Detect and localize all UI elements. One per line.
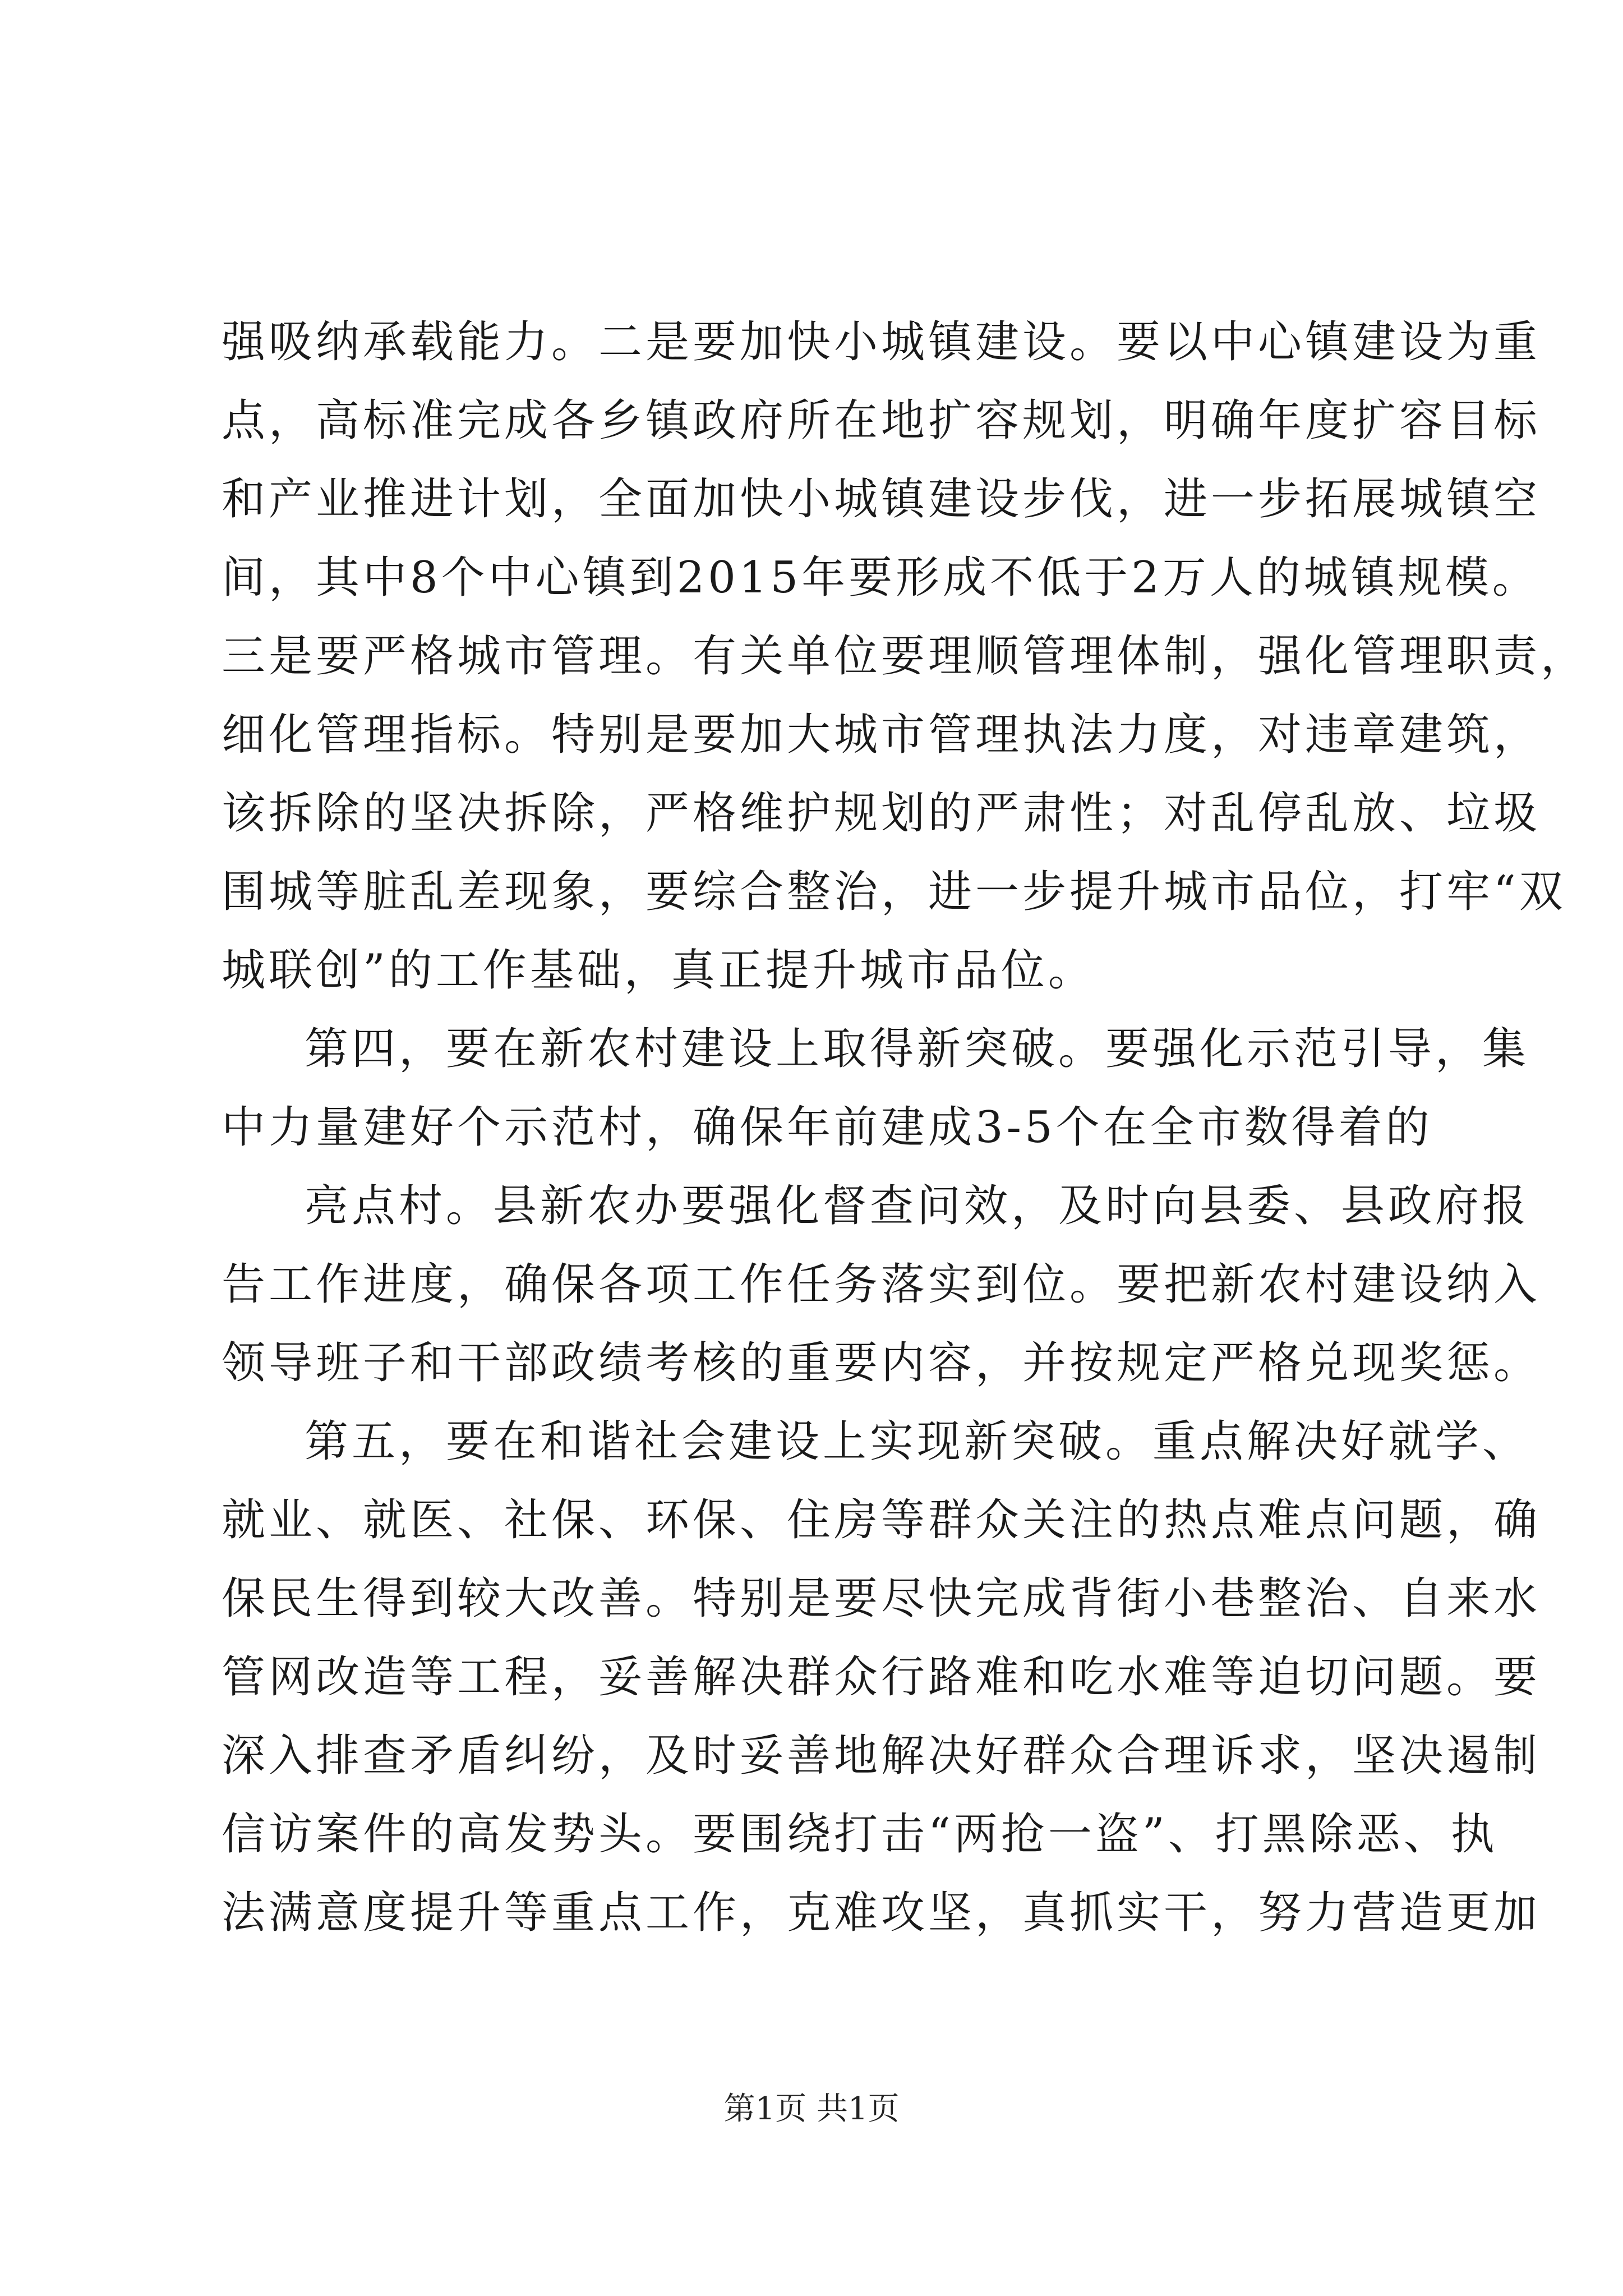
text-line: 就业、就医、社保、环保、住房等群众关注的热点难点问题，确 (222, 1495, 1541, 1545)
text-line: 该拆除的坚决拆除，严格维护规划的严肃性；对乱停乱放、垃圾 (222, 788, 1541, 839)
text-line: 细化管理指标。特别是要加大城市管理执法力度，对违章建筑， (222, 710, 1541, 760)
paragraph-start-line: 第五，要在和谐社会建设上实现新突破。重点解决好就学、 (305, 1416, 1530, 1467)
page-number-footer: 第1页 共1页 (723, 2091, 900, 2127)
text-line: 领导班子和干部政绩考核的重要内容，并按规定严格兑现奖惩。 (222, 1338, 1541, 1388)
text-line: 信访案件的高发势头。要围绕打击“两抢一盗”、打黑除恶、执 (222, 1809, 1498, 1860)
text-line: 间，其中8个中心镇到2015年要形成不低于2万人的城镇规模。 (222, 553, 1539, 603)
text-line: 保民生得到较大改善。特别是要尽快完成背街小巷整治、自来水 (222, 1573, 1541, 1624)
text-line: 强吸纳承载能力。二是要加快小城镇建设。要以中心镇建设为重 (222, 317, 1541, 367)
text-line: 亮点村。县新农办要强化督查问效，及时向县委、县政府报 (305, 1181, 1530, 1231)
text-line: 三是要严格城市管理。有关单位要理顺管理体制，强化管理职责， (222, 631, 1588, 682)
text-line: 围城等脏乱差现象，要综合整治，进一步提升城市品位，打牢“双 (222, 867, 1566, 917)
text-line: 中力量建好个示范村，确保年前建成3-5个在全市数得着的 (222, 1102, 1433, 1153)
text-line: 告工作进度，确保各项工作任务落实到位。要把新农村建设纳入 (222, 1259, 1541, 1310)
paragraph-start-line: 第四，要在新农村建设上取得新突破。要强化示范引导，集 (305, 1024, 1530, 1074)
text-line: 法满意度提升等重点工作，克难攻坚，真抓实干，努力营造更加 (222, 1888, 1541, 1938)
text-line: 和产业推进计划，全面加快小城镇建设步伐，进一步拓展城镇空 (222, 474, 1541, 524)
text-line: 城联创”的工作基础，真正提升城市品位。 (222, 945, 1095, 996)
text-line: 点，高标准完成各乡镇政府所在地扩容规划，明确年度扩容目标 (222, 395, 1541, 446)
text-line: 管网改造等工程，妥善解决群众行路难和吃水难等迫切问题。要 (222, 1652, 1541, 1703)
text-line: 深入排查矛盾纠纷，及时妥善地解决好群众合理诉求，坚决遏制 (222, 1731, 1541, 1781)
